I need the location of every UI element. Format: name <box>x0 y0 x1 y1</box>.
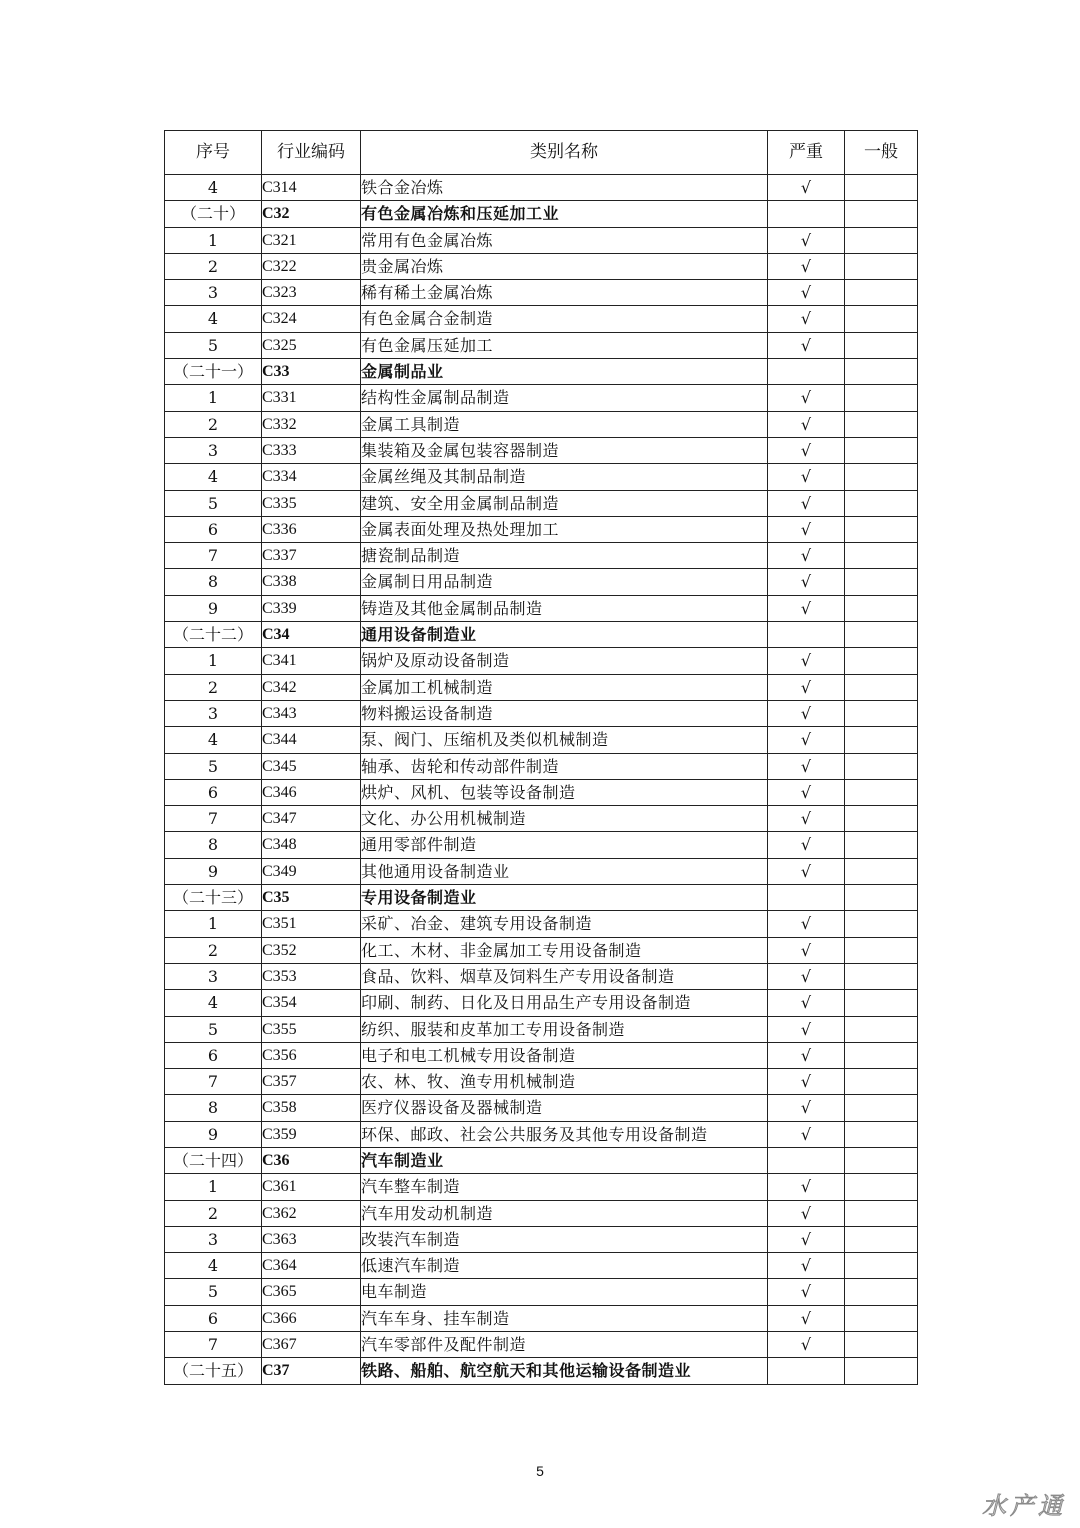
table-group-row <box>165 622 918 648</box>
cell-seq: 6 <box>165 779 262 805</box>
cell-general <box>845 753 918 779</box>
cell-code: C33 <box>262 359 361 385</box>
cell-general <box>845 175 918 201</box>
cell-general <box>845 1279 918 1305</box>
cell-code: C337 <box>262 543 361 569</box>
table-row <box>165 1200 918 1226</box>
cell-code: C358 <box>262 1095 361 1121</box>
cell-code: C366 <box>262 1305 361 1331</box>
table-row <box>165 464 918 490</box>
cell-severe: √ <box>768 806 845 832</box>
cell-general <box>845 700 918 726</box>
cell-seq: 7 <box>165 806 262 832</box>
cell-code: C364 <box>262 1253 361 1279</box>
cell-code: C351 <box>262 911 361 937</box>
cell-code: C322 <box>262 253 361 279</box>
cell-general <box>845 1226 918 1252</box>
cell-name: 专用设备制造业 <box>361 885 768 911</box>
cell-general <box>845 385 918 411</box>
cell-name: 化工、木材、非金属加工专用设备制造 <box>361 937 768 963</box>
cell-general <box>845 1069 918 1095</box>
cell-general <box>845 1095 918 1121</box>
cell-code: C346 <box>262 779 361 805</box>
cell-code: C324 <box>262 306 361 332</box>
cell-code: C323 <box>262 280 361 306</box>
table-row <box>165 832 918 858</box>
cell-name: 铁路、船舶、航空航天和其他运输设备制造业 <box>361 1358 768 1384</box>
cell-seq: 3 <box>165 700 262 726</box>
cell-name: 汽车整车制造 <box>361 1174 768 1200</box>
table-row <box>165 858 918 884</box>
cell-severe: √ <box>768 1121 845 1147</box>
header-seq: 序号 <box>165 131 262 175</box>
table-body <box>165 175 918 1385</box>
table-row <box>165 1332 918 1358</box>
cell-severe <box>768 359 845 385</box>
cell-general <box>845 622 918 648</box>
header-code: 行业编码 <box>262 131 361 175</box>
cell-name: 纺织、服装和皮革加工专用设备制造 <box>361 1016 768 1042</box>
cell-code: C349 <box>262 858 361 884</box>
cell-severe: √ <box>768 648 845 674</box>
cell-general <box>845 1200 918 1226</box>
cell-general <box>845 674 918 700</box>
cell-name: 汽车车身、挂车制造 <box>361 1305 768 1331</box>
cell-name: 食品、饮料、烟草及饲料生产专用设备制造 <box>361 963 768 989</box>
table-row <box>165 1174 918 1200</box>
cell-general <box>845 332 918 358</box>
cell-seq: 2 <box>165 937 262 963</box>
page-number: 5 <box>536 1463 544 1479</box>
cell-general <box>845 1042 918 1068</box>
cell-code: C37 <box>262 1358 361 1384</box>
cell-severe <box>768 885 845 911</box>
cell-seq: 3 <box>165 1226 262 1252</box>
table-row <box>165 648 918 674</box>
cell-severe: √ <box>768 911 845 937</box>
cell-seq: 1 <box>165 648 262 674</box>
cell-general <box>845 516 918 542</box>
cell-code: C332 <box>262 411 361 437</box>
cell-seq: 2 <box>165 1200 262 1226</box>
cell-seq: 7 <box>165 1069 262 1095</box>
cell-name: 贵金属冶炼 <box>361 253 768 279</box>
cell-severe: √ <box>768 1069 845 1095</box>
cell-general <box>845 595 918 621</box>
cell-general <box>845 832 918 858</box>
cell-seq: 3 <box>165 437 262 463</box>
cell-general <box>845 1121 918 1147</box>
table-row <box>165 1121 918 1147</box>
cell-general <box>845 1174 918 1200</box>
cell-severe: √ <box>768 832 845 858</box>
cell-seq: 9 <box>165 1121 262 1147</box>
cell-code: C338 <box>262 569 361 595</box>
cell-name: 金属制日用品制造 <box>361 569 768 595</box>
cell-severe: √ <box>768 700 845 726</box>
cell-seq: 6 <box>165 1042 262 1068</box>
table-row <box>165 963 918 989</box>
cell-code: C342 <box>262 674 361 700</box>
cell-severe: √ <box>768 1095 845 1121</box>
table-row <box>165 411 918 437</box>
cell-code: C357 <box>262 1069 361 1095</box>
cell-severe: √ <box>768 1332 845 1358</box>
cell-general <box>845 648 918 674</box>
cell-name: 稀有稀土金属冶炼 <box>361 280 768 306</box>
cell-severe: √ <box>768 306 845 332</box>
cell-code: C352 <box>262 937 361 963</box>
cell-name: 泵、阀门、压缩机及类似机械制造 <box>361 727 768 753</box>
table-row <box>165 306 918 332</box>
table-group-row <box>165 1147 918 1173</box>
cell-general <box>845 227 918 253</box>
cell-severe: √ <box>768 595 845 621</box>
cell-severe: √ <box>768 963 845 989</box>
cell-severe: √ <box>768 490 845 516</box>
table-row <box>165 569 918 595</box>
cell-code: C331 <box>262 385 361 411</box>
cell-name: 低速汽车制造 <box>361 1253 768 1279</box>
cell-general <box>845 963 918 989</box>
table-group-row <box>165 201 918 227</box>
cell-severe: √ <box>768 674 845 700</box>
cell-name: 轴承、齿轮和传动部件制造 <box>361 753 768 779</box>
cell-code: C35 <box>262 885 361 911</box>
cell-name: 有色金属合金制造 <box>361 306 768 332</box>
cell-seq: 4 <box>165 464 262 490</box>
cell-general <box>845 1305 918 1331</box>
cell-general <box>845 569 918 595</box>
table-header-row <box>165 131 918 175</box>
table-row <box>165 1016 918 1042</box>
cell-code: C325 <box>262 332 361 358</box>
cell-code: C32 <box>262 201 361 227</box>
cell-general <box>845 253 918 279</box>
table-row <box>165 1305 918 1331</box>
table-row <box>165 779 918 805</box>
cell-code: C333 <box>262 437 361 463</box>
cell-seq: 1 <box>165 385 262 411</box>
cell-code: C321 <box>262 227 361 253</box>
cell-severe: √ <box>768 332 845 358</box>
cell-severe: √ <box>768 385 845 411</box>
cell-severe: √ <box>768 1279 845 1305</box>
cell-seq: 4 <box>165 990 262 1016</box>
cell-seq: 4 <box>165 1253 262 1279</box>
cell-general <box>845 464 918 490</box>
cell-severe: √ <box>768 1042 845 1068</box>
cell-name: 铸造及其他金属制品制造 <box>361 595 768 621</box>
cell-code: C335 <box>262 490 361 516</box>
cell-code: C336 <box>262 516 361 542</box>
cell-code: C334 <box>262 464 361 490</box>
header-severe: 严重 <box>768 131 845 175</box>
cell-code: C359 <box>262 1121 361 1147</box>
cell-general <box>845 1147 918 1173</box>
table-row <box>165 1069 918 1095</box>
cell-general <box>845 779 918 805</box>
cell-name: 采矿、冶金、建筑专用设备制造 <box>361 911 768 937</box>
table-row <box>165 280 918 306</box>
cell-name: 通用零部件制造 <box>361 832 768 858</box>
table-row <box>165 385 918 411</box>
cell-general <box>845 858 918 884</box>
cell-seq: 6 <box>165 516 262 542</box>
cell-general <box>845 306 918 332</box>
cell-severe: √ <box>768 569 845 595</box>
cell-name: 金属制品业 <box>361 359 768 385</box>
cell-name: 结构性金属制品制造 <box>361 385 768 411</box>
table-row <box>165 753 918 779</box>
cell-name: 金属加工机械制造 <box>361 674 768 700</box>
table-row <box>165 516 918 542</box>
cell-general <box>845 437 918 463</box>
cell-name: 文化、办公用机械制造 <box>361 806 768 832</box>
cell-seq: 4 <box>165 727 262 753</box>
cell-severe: √ <box>768 280 845 306</box>
cell-name: 搪瓷制品制造 <box>361 543 768 569</box>
cell-code: C353 <box>262 963 361 989</box>
cell-name: 有色金属压延加工 <box>361 332 768 358</box>
cell-severe <box>768 622 845 648</box>
table-row <box>165 990 918 1016</box>
cell-name: 改装汽车制造 <box>361 1226 768 1252</box>
cell-severe: √ <box>768 779 845 805</box>
cell-general <box>845 1016 918 1042</box>
cell-code: C34 <box>262 622 361 648</box>
cell-name: 通用设备制造业 <box>361 622 768 648</box>
table-row <box>165 332 918 358</box>
header-general: 一般 <box>845 131 918 175</box>
cell-seq: （二十二） <box>165 622 262 648</box>
cell-severe: √ <box>768 1200 845 1226</box>
cell-code: C363 <box>262 1226 361 1252</box>
table-row <box>165 437 918 463</box>
table-row <box>165 543 918 569</box>
cell-severe: √ <box>768 1226 845 1252</box>
cell-code: C356 <box>262 1042 361 1068</box>
cell-code: C344 <box>262 727 361 753</box>
cell-seq: 9 <box>165 858 262 884</box>
industry-classification-table <box>164 130 918 1385</box>
table-row <box>165 1042 918 1068</box>
cell-severe <box>768 1358 845 1384</box>
cell-seq: （二十四） <box>165 1147 262 1173</box>
cell-seq: 4 <box>165 306 262 332</box>
cell-seq: 8 <box>165 1095 262 1121</box>
cell-seq: 2 <box>165 674 262 700</box>
table-row <box>165 911 918 937</box>
cell-seq: 4 <box>165 175 262 201</box>
table-group-row <box>165 359 918 385</box>
cell-severe: √ <box>768 937 845 963</box>
table-row <box>165 1095 918 1121</box>
cell-general <box>845 1253 918 1279</box>
cell-seq: 2 <box>165 253 262 279</box>
cell-seq: 5 <box>165 1016 262 1042</box>
cell-code: C314 <box>262 175 361 201</box>
cell-name: 金属丝绳及其制品制造 <box>361 464 768 490</box>
cell-code: C341 <box>262 648 361 674</box>
cell-code: C347 <box>262 806 361 832</box>
cell-seq: 8 <box>165 832 262 858</box>
cell-severe: √ <box>768 227 845 253</box>
cell-name: 电车制造 <box>361 1279 768 1305</box>
cell-name: 烘炉、风机、包装等设备制造 <box>361 779 768 805</box>
table-row <box>165 227 918 253</box>
cell-code: C365 <box>262 1279 361 1305</box>
cell-seq: 3 <box>165 963 262 989</box>
cell-severe <box>768 201 845 227</box>
cell-seq: （二十三） <box>165 885 262 911</box>
cell-general <box>845 201 918 227</box>
cell-name: 锅炉及原动设备制造 <box>361 648 768 674</box>
cell-name: 汽车零部件及配件制造 <box>361 1332 768 1358</box>
table-row <box>165 674 918 700</box>
cell-severe: √ <box>768 516 845 542</box>
cell-general <box>845 911 918 937</box>
cell-seq: 1 <box>165 1174 262 1200</box>
cell-severe: √ <box>768 543 845 569</box>
cell-general <box>845 543 918 569</box>
cell-code: C345 <box>262 753 361 779</box>
cell-seq: 1 <box>165 227 262 253</box>
cell-seq: 2 <box>165 411 262 437</box>
cell-seq: 9 <box>165 595 262 621</box>
cell-severe: √ <box>768 1253 845 1279</box>
cell-seq: 6 <box>165 1305 262 1331</box>
cell-code: C367 <box>262 1332 361 1358</box>
table-row <box>165 1226 918 1252</box>
cell-seq: 5 <box>165 1279 262 1305</box>
cell-name: 汽车用发动机制造 <box>361 1200 768 1226</box>
watermark-logo: 水产通 <box>982 1492 1066 1520</box>
cell-seq: （二十一） <box>165 359 262 385</box>
cell-severe <box>768 1147 845 1173</box>
cell-name: 电子和电工机械专用设备制造 <box>361 1042 768 1068</box>
cell-code: C355 <box>262 1016 361 1042</box>
table-row <box>165 253 918 279</box>
cell-general <box>845 490 918 516</box>
cell-general <box>845 280 918 306</box>
cell-severe: √ <box>768 411 845 437</box>
cell-general <box>845 359 918 385</box>
cell-general <box>845 727 918 753</box>
cell-code: C36 <box>262 1147 361 1173</box>
cell-seq: （二十五） <box>165 1358 262 1384</box>
cell-severe: √ <box>768 253 845 279</box>
cell-severe: √ <box>768 753 845 779</box>
cell-name: 有色金属冶炼和压延加工业 <box>361 201 768 227</box>
table-row <box>165 595 918 621</box>
table-row <box>165 727 918 753</box>
cell-seq: 3 <box>165 280 262 306</box>
cell-severe: √ <box>768 858 845 884</box>
cell-general <box>845 1358 918 1384</box>
cell-general <box>845 937 918 963</box>
cell-seq: 7 <box>165 1332 262 1358</box>
table-group-row <box>165 885 918 911</box>
cell-code: C343 <box>262 700 361 726</box>
table-row <box>165 490 918 516</box>
cell-name: 建筑、安全用金属制品制造 <box>361 490 768 516</box>
cell-seq: 1 <box>165 911 262 937</box>
cell-code: C339 <box>262 595 361 621</box>
cell-severe: √ <box>768 1305 845 1331</box>
cell-severe: √ <box>768 175 845 201</box>
cell-severe: √ <box>768 437 845 463</box>
header-name: 类别名称 <box>361 131 768 175</box>
cell-seq: 5 <box>165 490 262 516</box>
cell-general <box>845 1332 918 1358</box>
table-group-row <box>165 1358 918 1384</box>
cell-name: 农、林、牧、渔专用机械制造 <box>361 1069 768 1095</box>
cell-general <box>845 411 918 437</box>
table-row <box>165 1279 918 1305</box>
cell-general <box>845 885 918 911</box>
cell-code: C361 <box>262 1174 361 1200</box>
cell-general <box>845 806 918 832</box>
cell-severe: √ <box>768 464 845 490</box>
cell-name: 常用有色金属冶炼 <box>361 227 768 253</box>
cell-severe: √ <box>768 727 845 753</box>
cell-name: 医疗仪器设备及器械制造 <box>361 1095 768 1121</box>
cell-name: 环保、邮政、社会公共服务及其他专用设备制造 <box>361 1121 768 1147</box>
cell-name: 物料搬运设备制造 <box>361 700 768 726</box>
cell-seq: 5 <box>165 753 262 779</box>
cell-name: 其他通用设备制造业 <box>361 858 768 884</box>
cell-name: 铁合金冶炼 <box>361 175 768 201</box>
cell-name: 汽车制造业 <box>361 1147 768 1173</box>
cell-seq: （二十） <box>165 201 262 227</box>
cell-code: C354 <box>262 990 361 1016</box>
table-row <box>165 806 918 832</box>
table-row <box>165 700 918 726</box>
cell-seq: 7 <box>165 543 262 569</box>
cell-code: C348 <box>262 832 361 858</box>
cell-seq: 8 <box>165 569 262 595</box>
cell-name: 印刷、制药、日化及日用品生产专用设备制造 <box>361 990 768 1016</box>
cell-code: C362 <box>262 1200 361 1226</box>
cell-severe: √ <box>768 1016 845 1042</box>
cell-severe: √ <box>768 990 845 1016</box>
cell-name: 金属表面处理及热处理加工 <box>361 516 768 542</box>
cell-severe: √ <box>768 1174 845 1200</box>
table-row <box>165 175 918 201</box>
table-row <box>165 1253 918 1279</box>
cell-general <box>845 990 918 1016</box>
cell-seq: 5 <box>165 332 262 358</box>
table-row <box>165 937 918 963</box>
cell-name: 金属工具制造 <box>361 411 768 437</box>
cell-name: 集装箱及金属包装容器制造 <box>361 437 768 463</box>
